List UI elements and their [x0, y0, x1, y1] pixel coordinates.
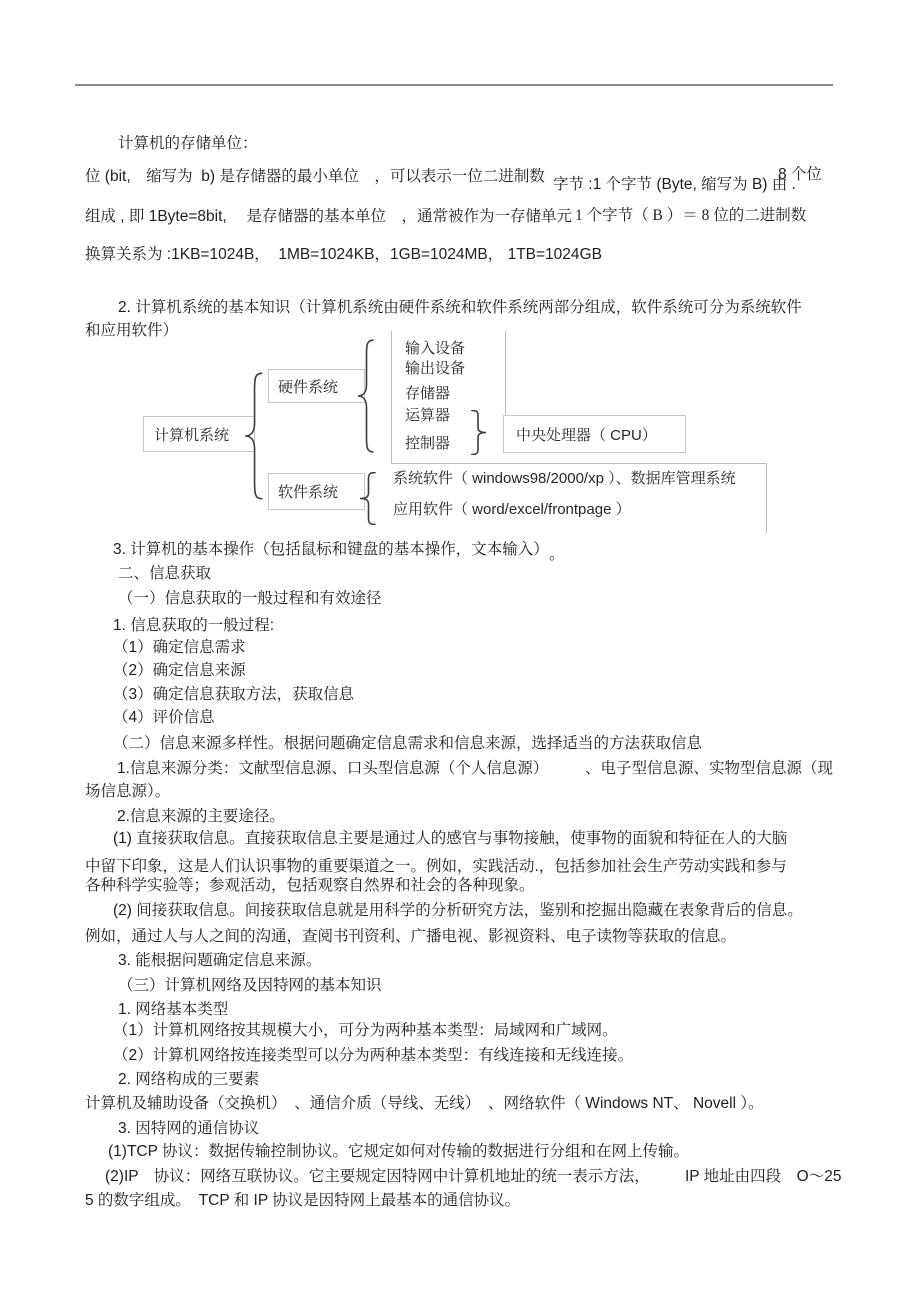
hardware-item-controller: 控制器 [405, 435, 451, 452]
text-line: (1) 直接获取信息。直接获取信息主要是通过人的感官与事物接触，使事物的面貌和特征在人的大脑 [113, 830, 788, 847]
text-line: 场信息源）。 [85, 783, 171, 800]
diagram-border-vertical-mid [505, 331, 506, 415]
text-line: 和应用软件） [85, 322, 179, 339]
text-line: 3. 因特网的通信协议 [118, 1120, 260, 1137]
node-cpu-label: 中央处理器（ CPU） [516, 426, 657, 444]
text-line: （二）信息来源多样性。根据问题确定信息需求和信息来源，选择适当的方法获取信息 [113, 735, 703, 752]
text-line: （三）计算机网络及因特网的基本知识 [118, 977, 382, 994]
text-line: （一）信息获取的一般过程和有效途径 [118, 590, 382, 607]
text-line: 中留下印象，这是人们认识事物的重要渠道之一。例如，实践活动.，包括参加社会生产劳动实践和参与 [85, 858, 787, 875]
text-line: 3. 计算机的基本操作（包括鼠标和键盘的基本操作，文本输入） [113, 541, 549, 558]
text-line: 计算机的存储单位： [118, 135, 258, 152]
text-line: 各种科学实验等；参观活动，包括观察自然界和社会的各种现象。 [85, 877, 535, 894]
diagram-border-horizontal [391, 463, 766, 464]
text-line: (2) 间接获取信息。间接获取信息就是用科学的分析研究方法，鉴别和挖掘出隐藏在表象背后的信息。 [113, 902, 803, 919]
text-line: 2. 网络构成的三要素 [118, 1071, 260, 1088]
text-line: （2）计算机网络按连接类型可以分为两种基本类型：有线连接和无线连接。 [113, 1047, 634, 1064]
node-software-system [268, 473, 365, 510]
brace-software-icon [358, 472, 378, 525]
text-line: （1）确定信息需求 [113, 639, 246, 656]
node-cpu [503, 415, 686, 453]
diagram-border-vertical-right [766, 463, 767, 533]
text-line: 、电子型信息源、实物型信息源（现 [585, 760, 834, 777]
brace-root-icon [243, 372, 265, 500]
text-line: 1. 网络基本类型 [118, 1001, 229, 1018]
text-line: 换算关系为 :1KB=1024B， 1MB=1024KB，1GB=1024MB， 1TB=1024GB [85, 246, 602, 263]
text-line: 字节 :1 个字节 (Byte, 缩写为 B) 由 . [553, 176, 796, 193]
text-line: （4）评价信息 [113, 709, 215, 726]
text-line: 3. 能根据问题确定信息来源。 [118, 952, 322, 969]
node-computer-system-label: 计算机系统 [154, 426, 230, 444]
text-line: 1. 信息获取的一般过程: [113, 617, 275, 634]
text-line: 1.信息来源分类：文献型信息源、口头型信息源（个人信息源） [117, 760, 549, 777]
hardware-item-alu: 运算器 [405, 407, 451, 424]
text-line: （2）确定信息来源 [113, 662, 246, 679]
text-line: (2)IP 协议：网络互联协议。它主要规定因特网中计算机地址的统一表示方法， [105, 1168, 650, 1185]
text-line: 8 个位 [778, 166, 822, 183]
text-line: 2.信息来源的主要途径。 [117, 808, 285, 825]
header-rule [75, 84, 833, 86]
text-line: （3）确定信息获取方法，获取信息 [113, 686, 355, 703]
software-item-application-software: 应用软件（ word/excel/frontpage ） [393, 501, 631, 518]
brace-hardware-icon [356, 339, 376, 453]
node-computer-system [143, 416, 255, 452]
text-line: (1)TCP 协议：数据传输控制协议。它规定如何对传输的数据进行分组和在网上传输。 [108, 1143, 689, 1160]
node-software-system-label: 软件系统 [278, 484, 339, 501]
hardware-item-storage: 存储器 [405, 385, 451, 402]
node-hardware-system-label: 硬件系统 [278, 378, 339, 396]
brace-cpu-icon [469, 410, 488, 455]
text-line: 计算机及辅助设备（交换机） 、通信介质（导线、无线） 、网络软件（ Windows NT、 Novell ）。 [85, 1095, 764, 1112]
software-item-system-software: 系统软件（ windows98/2000/xp ）、数据库管理系统 [393, 470, 736, 487]
text-line: 2. 计算机系统的基本知识（计算机系统由硬件系统和软件系统两部分组成，软件系统可分为系统软件 [118, 299, 802, 316]
text-line: 二、信息获取 [118, 565, 212, 582]
hardware-item-input-device: 输入设备 [405, 340, 466, 357]
diagram-border-vertical-left [391, 331, 392, 463]
text-line: 1 个字节（ B ）＝ 8 位的二进制数 [575, 207, 807, 224]
text-line: 。 [549, 546, 565, 563]
text-line: 5 的数字组成。 TCP 和 IP 协议是因特网上最基本的通信协议。 [85, 1192, 521, 1209]
text-line: 组成 , 即 1Byte=8bit, 是存储器的基本单位 ，通常被作为一存储单元 [85, 208, 573, 225]
text-line: 位 (bit, 缩写为 b) 是存储器的最小单位 ，可以表示一位二进制数 ． [85, 168, 576, 185]
hardware-item-output-device: 输出设备 [405, 360, 466, 377]
text-line: IP 地址由四段 O～25 [685, 1168, 842, 1185]
node-hardware-system [268, 369, 365, 403]
text-line: （1）计算机网络按其规模大小，可分为两种基本类型：局域网和广域网。 [113, 1022, 618, 1039]
text-line: 例如，通过人与人之间的沟通，查阅书刊资利、广播电视、影视资料、电子读物等获取的信息。 [85, 928, 737, 945]
